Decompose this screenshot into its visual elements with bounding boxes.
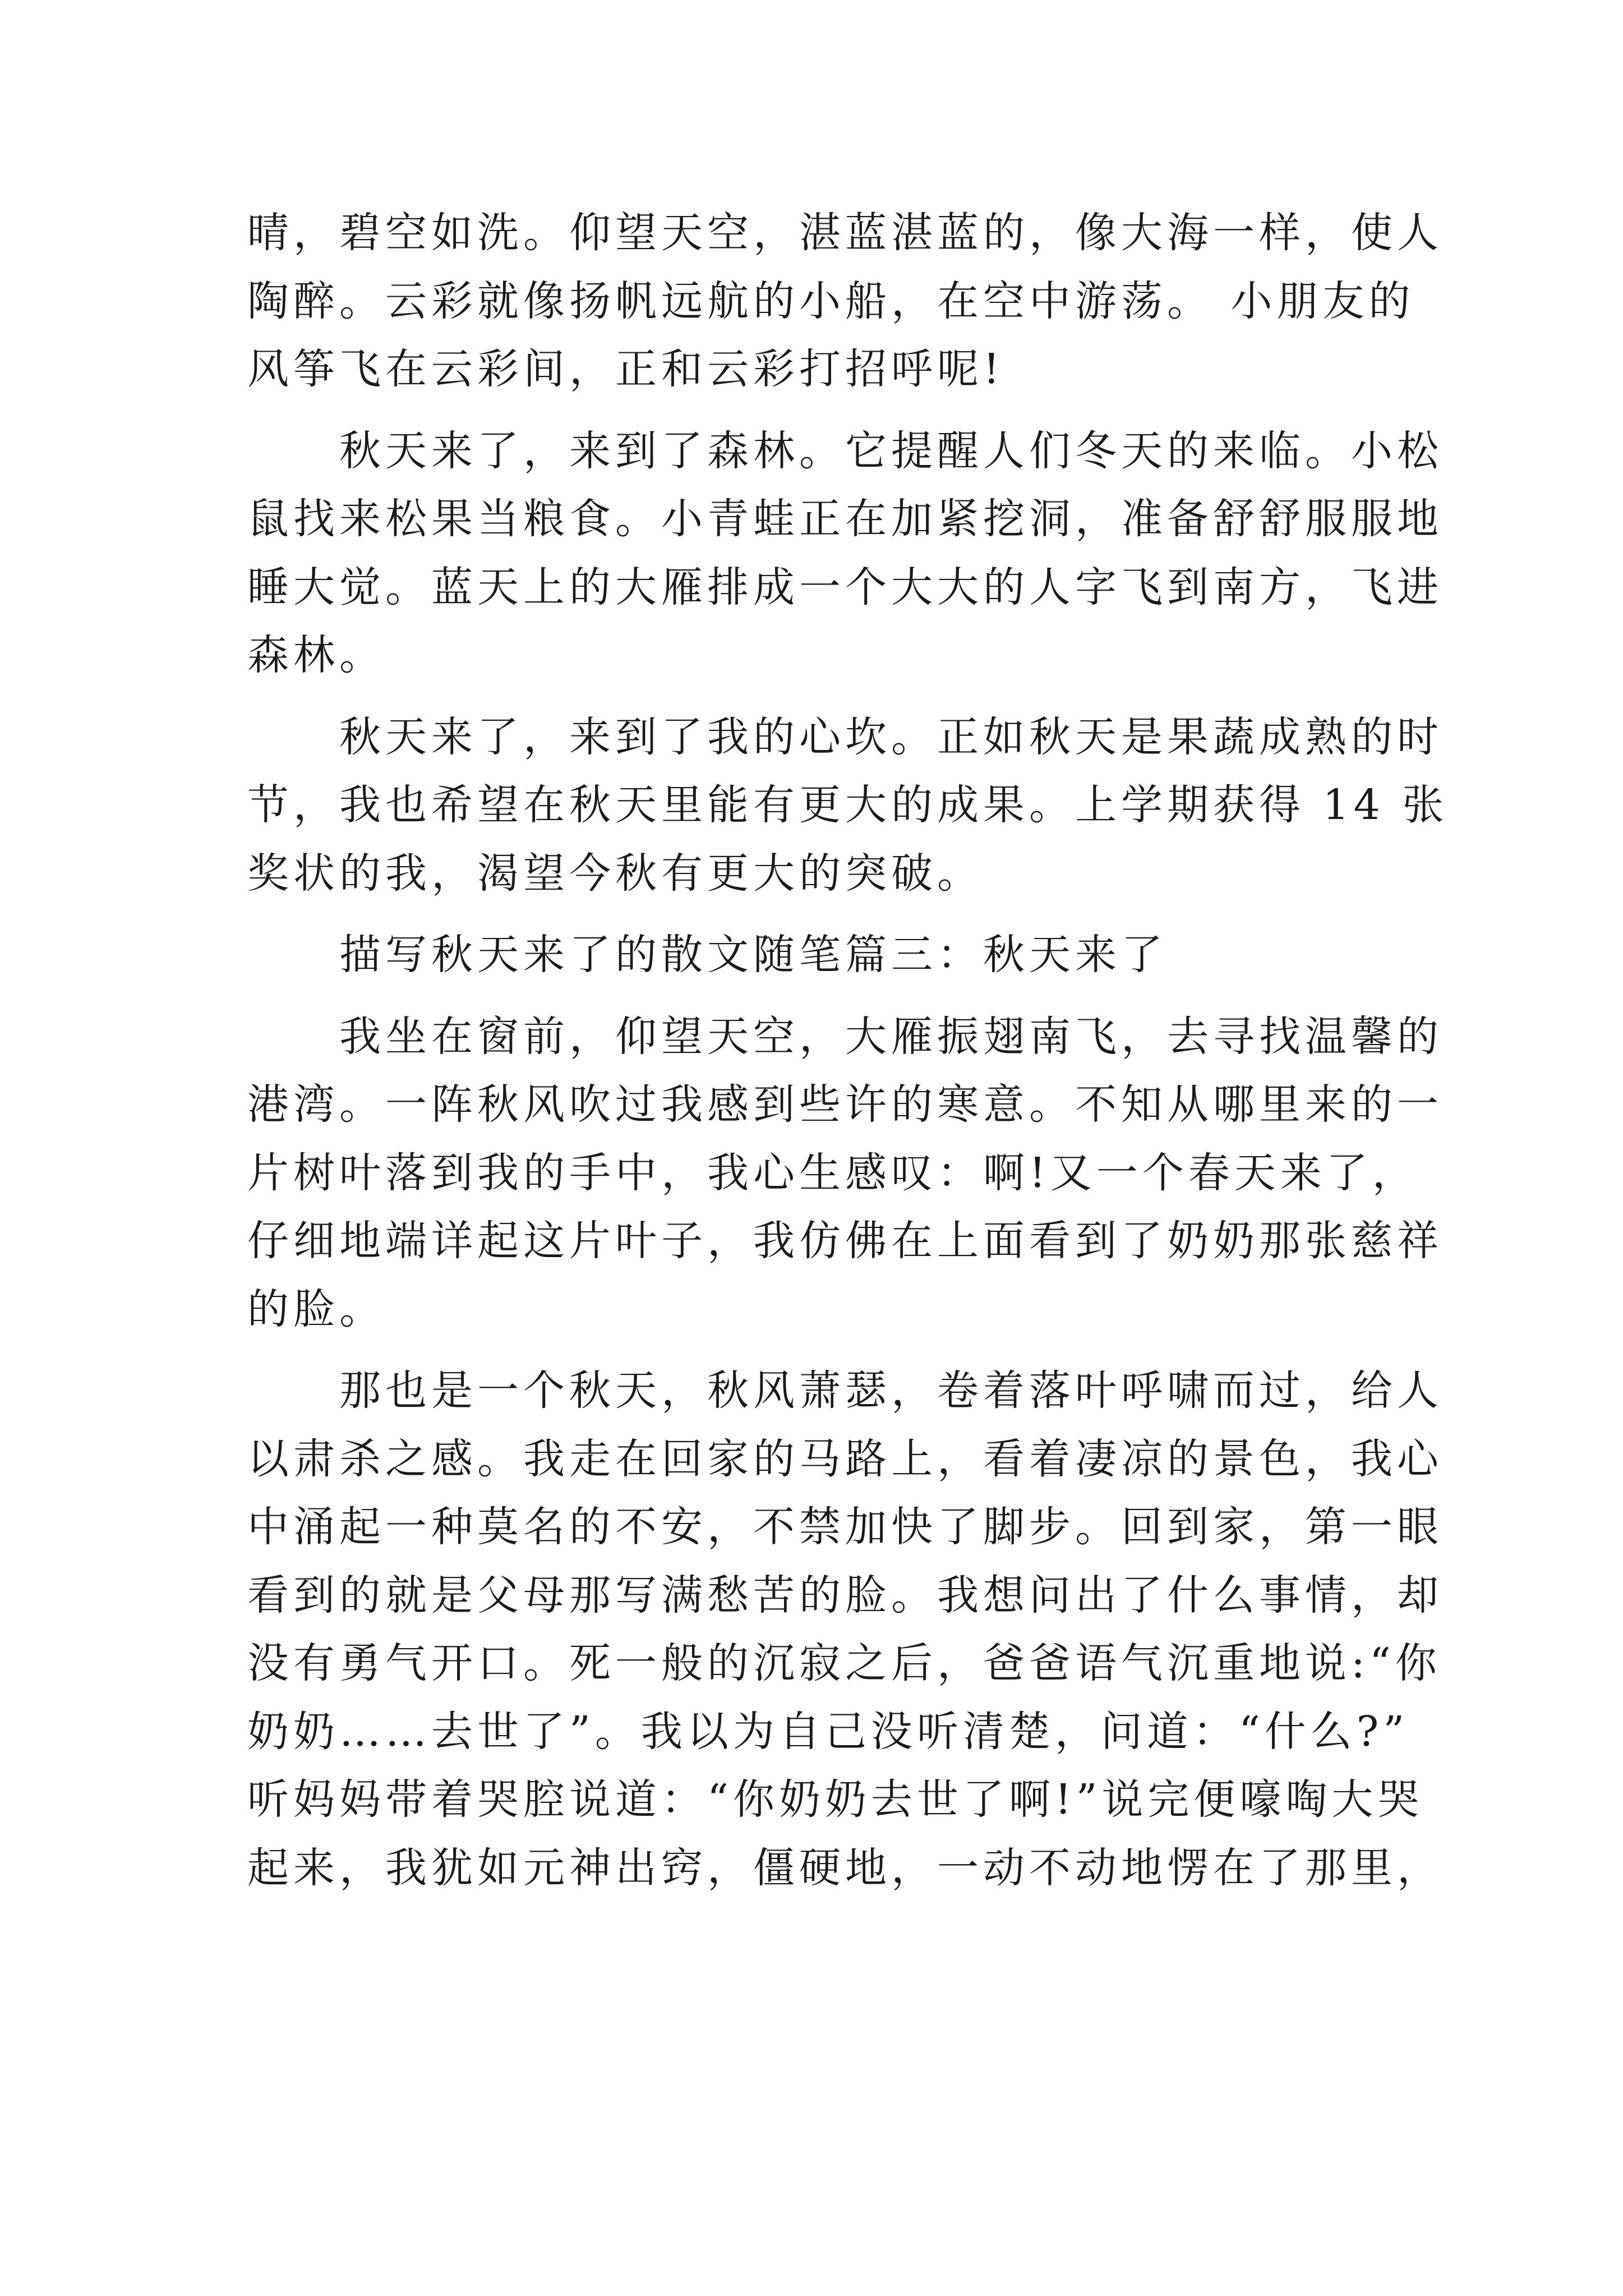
text-line: 睡大觉。蓝天上的大雁排成一个大大的人字飞到南方，飞进 [247,563,1443,611]
text-line: 中涌起一种莫名的不安，不禁加快了脚步。回到家，第一眼 [247,1503,1443,1551]
text-line: 起来，我犹如元神出窍，僵硬地，一动不动地愣在了那里， [247,1843,1443,1892]
text-line: 仔细地端详起这片叶子，我仿佛在上面看到了奶奶那张慈祥 [247,1217,1443,1265]
text-line: 的脸。 [247,1285,385,1333]
text-line: 那也是一个秋天，秋风萧瑟，卷着落叶呼啸而过，给人 [339,1366,1443,1415]
text-line: 没有勇气开口。死一般的沉寂之后，爸爸语气沉重地说:“你 [247,1639,1441,1687]
text-line: 看到的就是父母那写满愁苦的脸。我想问出了什么事情，却 [247,1571,1443,1619]
body-text [247,199,1449,1902]
text-line: 鼠找来松果当粮食。小青蛙正在加紧挖洞，准备舒舒服服地 [247,495,1443,543]
text-line: 以肃杀之感。我走在回家的马路上，看着凄凉的景色，我心 [247,1434,1443,1483]
text-line: 晴，碧空如洗。仰望天空，湛蓝湛蓝的，像大海一样，使人 [247,209,1443,257]
text-line: 节，我也希望在秋天里能有更大的成果。上学期获得 14 张 [247,781,1449,829]
text-line: 港湾。一阵秋风吹过我感到些许的寒意。不知从哪里来的一 [247,1080,1443,1129]
text-line: 秋天来了，来到了森林。它提醒人们冬天的来临。小松 [339,426,1443,475]
text-line: 风筝飞在云彩间，正和云彩打招呼呢! [247,345,1004,393]
text-line: 片树叶落到我的手中，我心生感叹：啊!又一个春天来了， [247,1148,1418,1197]
text-line: 秋天来了，来到了我的心坎。正如秋天是果蔬成熟的时 [339,712,1443,761]
text-line: 森林。 [247,631,385,679]
text-line: 我坐在窗前，仰望天空，大雁振翅南飞，去寻找温馨的 [339,1012,1443,1061]
text-line: 奶奶……去世了”。我以为自己没听清楚，问道：“什么?” [247,1707,1409,1756]
text-line: 奖状的我，渴望今秋有更大的突破。 [247,849,983,898]
text-line: 听妈妈带着哭腔说道：“你奶奶去世了啊!”说完便嚎啕大哭 [247,1775,1424,1824]
text-line: 陶醉。云彩就像扬帆远航的小船，在空中游荡。 小朋友的 [247,277,1415,325]
section-heading: 描写秋天来了的散文随笔篇三：秋天来了 [339,931,1167,979]
